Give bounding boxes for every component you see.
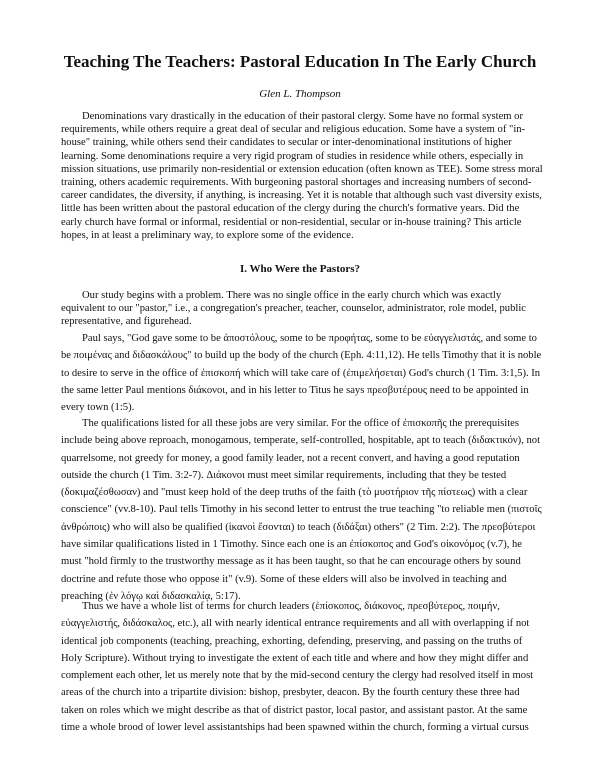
article-author: Glen L. Thompson (259, 88, 341, 100)
article-title: Teaching The Teachers: Pastoral Education In The Early Church (63, 52, 537, 71)
section-heading: I. Who Were the Pastors? (239, 263, 361, 275)
paragraph-qualifications: The qualifications listed for all these jobs are very similar. For the office of ἐπισκοπῆς the prerequisites include being above reproach, monogamous, temperate, self-controlled, hospitable, apt to teach (διδακτικόν), not quarrelsome, not greedy for money, a good family leader, not a recent convert, and having a good reputation outside the church (1 Tim. 3:2-7). Διάκονοι must meet similar requirements, including that they be tested (δοκιμαζέσθωσαν) and "must keep hold of the deep truths of the faith (τὸ μυστήριον τῆς πίστεως) with a clear conscience" (vv.8-10). Paul tells Timothy in his second letter to entrust the true teaching "to reliable men (πιστοῖς ἀνθρώποις) who will also be qualified (ἱκανοὶ ἔσονται) to teach (διδάξαι) others" (2 Tim. 2:2). The πρεσβύτεροι have similar qualifications listed in 1 Timothy. Since each one is an ἐπίσκοπος and God's οἰκονόμος (v.7), he must "hold firmly to the trustworthy message as it has been taught, so that he can encourage others by sound doctrine and refute those who oppose it" (v.9). Some of these elders will also be involved in teaching and preaching (ἐν λόγῳ καὶ διδασκαλίᾳ, 5:17). (61, 418, 542, 602)
paragraph-intro: Denominations vary drastically in the education of their pastoral clergy. Some have no formal system or requirements, while others require a great deal of secular and religious education. Some have a system of "in-house" training, while others send their candidates to secular or inter-denominational institutions of higher learning. Some denominations require a very rigid program of studies in residence while others, especially in mission situations, use primarily non-residential or extension education (often known as TEE). Some stress moral training, others academic requirements. With burgeoning pastoral shortages and increasing numbers of second-career candidates, the diversity, if anything, is increasing. Yet it is notable that although such vast diversity exists, little has been written about the pastoral education of the clergy during the church's formative years. Did the early church have formal or informal, residential or non-residential, secular or in-house training? This article hopes, in at least a preliminary way, to explore some of the evidence. (61, 111, 543, 241)
paragraph-terms: Thus we have a whole list of terms for church leaders (ἐπίσκοπος, διάκονος, πρεσβύτερος, ποιμήν, εὐαγγελιστής, διδάσκαλος, etc.), all with nearly identical entrance requirements and all with overlapping if not identical job components (teaching, preaching, exhorting, defending, preserving, and passing on the truths of Holy Scripture). Without trying to investigate the extent of each title and where and how they might differ and complement each other, let us merely note that by the mid-second century the clergy had resolved itself in most areas of the church into a tripartite division: bishop, presbyter, deacon. By the fourth century these three had taken on roles which we might describe as that of district pastor, local pastor, and assistant pastor. At the same time a whole brood of lower level assistantships had been spawned within the church, forming a virtual cursus (61, 601, 534, 734)
paragraph-paul-titles: Paul says, "God gave some to be ἀποστόλους, some to be προφήτας, some to be εὐαγγελιστάς, and some to be ποιμένας and διδασκάλους" to build up the body of the church (Eph. 4:11,12). He tells Timothy that it is noble to desire to serve in the office of ἐπισκοπή which will take care of (ἐπιμελήσεται) God's church (1 Tim. 3:1,5). In the same letter Paul mentions διάκονοι, and in his letter to Titus he says πρεσβυτέρους need to be appointed in every town (1:5). (61, 333, 542, 414)
paragraph-problem: Our study begins with a problem. There was no single office in the early church which was exactly equivalent to our "pastor," i.e., a congregation's preacher, teacher, counselor, administrator, role model, public representative, and figurehead. (61, 290, 526, 328)
